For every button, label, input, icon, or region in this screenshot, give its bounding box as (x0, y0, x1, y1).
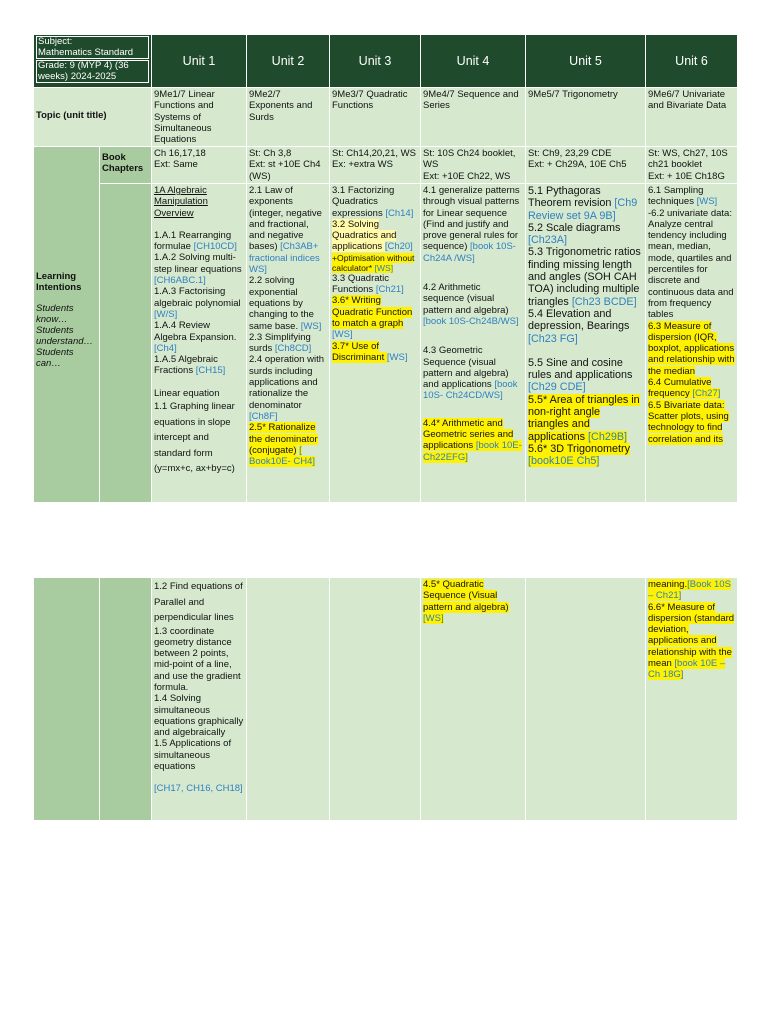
learning-unit-4 (421, 184, 525, 502)
u3-optimisation: +Optimisation without calculator* [WS] (332, 252, 415, 273)
u1b-parallel: 1.2 Find equations of Parallel and perpendicular lines (154, 581, 243, 623)
chapters-unit-5-standard: St: Ch9, 23,29 CDE (528, 148, 612, 159)
topic-unit-6: 9Me6/7 Univariate and Bivariate Data (646, 88, 737, 146)
chapters-unit-1-standard: Ch 16,17,18 (154, 148, 206, 159)
u5-3d-trig: 5.6* 3D Trigonometry [book10E Ch5] (528, 442, 631, 468)
u1-fractions: 1.A.5 Algebraic Fractions [CH15] (154, 354, 226, 377)
continuation-unit-6 (646, 578, 737, 820)
u2-surd-operations: 2.4 operation with surds including applications and rationalize the denominator [Ch8F] (249, 354, 324, 422)
book-chapters-label: Book Chapters (100, 147, 151, 183)
u1-factorising: 1.A.3 Factorising algebraic polynomial [W/S] (154, 286, 241, 320)
chapters-unit-4 (421, 147, 525, 183)
topic-unit-5: 9Me5/7 Trigonometry (526, 88, 645, 146)
unit-2-header: Unit 2 (247, 35, 329, 87)
continuation-unit-3 (330, 578, 420, 820)
u3-solving: 3.2 Solving Quadratics and applications [Ch20] (332, 218, 413, 253)
topic-unit-3: 9Me3/7 Quadratic Functions (330, 88, 420, 146)
chapters-unit-5 (526, 147, 645, 183)
u3-quadratic-functions: 3.3 Quadratic Functions [Ch21] (332, 272, 404, 296)
topic-row-label: Topic (unit title) (34, 88, 151, 146)
chapters-unit-4-standard: St: 10S Ch24 booklet, WS (423, 148, 516, 171)
subject-label: Subject: (38, 36, 73, 47)
chapters-unit-1-extended: Ext: Same (154, 159, 198, 171)
u1-expansion: 1.A.4 Review Algebra Expansion. [Ch4] (154, 320, 237, 354)
u1b-simultaneous: 1.4 Solving simultaneous equations graphically and algebraically (154, 693, 244, 739)
grade-label: Grade: 9 (MYP 4) (36 weeks) 2024-2025 (38, 60, 129, 82)
continuation-label-1 (34, 578, 99, 820)
u6-bivariate: 6.5 Bivariate data: Scatter plots, using technology to find correlation and its (648, 399, 729, 445)
u6b-std-dev: 6.6* Measure of dispersion (standard deviation, applications and relationship with the mean [book 10E – Ch 18G] (648, 601, 735, 681)
u1-rearranging: 1.A.1 Rearranging formulae [CH10CD] (154, 229, 237, 253)
chapters-unit-6-extended: Ext: + 10E Ch18G (648, 170, 725, 182)
u1-graphing: 1.1 Graphing linear equations in slope intercept and standard form (y=mx+c, ax+by=c) (154, 401, 235, 475)
topic-unit-2: 9Me2/7 Exponents and Surds (247, 88, 329, 146)
unit-3-header: Unit 3 (330, 35, 420, 87)
students-can-label: Students can… (36, 347, 74, 369)
u1b-chapters: [CH17, CH16, CH18] (154, 783, 243, 795)
chapters-unit-2-extended: Ext: st +10E Ch4 (WS) (249, 159, 321, 182)
topic-unit-4: 9Me4/7 Sequence and Series (421, 88, 525, 146)
u2-solving-exponential: 2.2 solving exponential equations by changing to the same base. [WS] (249, 275, 322, 332)
u5-sine-cosine: 5.5 Sine and cosine rules and applications [Ch29 CDE] (528, 356, 633, 394)
learning-unit-6 (646, 184, 737, 502)
u6-univariate: -6.2 univariate data: Analyze central tendency including mean, median, mode, quartiles and percentiles for discrete and continuous data and from frequency tables (648, 207, 734, 321)
continuation-unit-5 (526, 578, 645, 820)
unit-6-header: Unit 6 (646, 35, 737, 87)
learning-unit-3 (330, 184, 420, 502)
chapters-unit-4-extended: Ext: +10E Ch22, WS (423, 170, 511, 182)
learning-sub-label (100, 184, 151, 502)
chapters-unit-3-standard: St: Ch14,20,21, WS (332, 148, 416, 159)
chapters-unit-3 (330, 147, 420, 183)
u4-geometric: 4.3 Geometric Sequence (visual pattern and algebra) and applications [book 10S- Ch24CD/WS] (423, 345, 518, 402)
learning-unit-1 (152, 184, 246, 502)
u3-writing-function: 3.6* Writing Quadratic Function to match a graph [WS] (332, 295, 413, 341)
students-understand-label: Students understand… (36, 325, 94, 347)
students-know-label: Students know… (36, 303, 74, 325)
chapters-unit-3-extended: Ex: +extra WS (332, 159, 393, 171)
learning-unit-5 (526, 184, 645, 502)
u4-arithmetic: 4.2 Arithmetic sequence (visual pattern and algebra) [book 10S-Ch24B/WS] (423, 282, 519, 327)
grade-box (36, 60, 149, 83)
u6b-meaning: meaning.[Book 10S – Ch21] (648, 579, 731, 602)
u2-law-exponents: 2.1 Law of exponents (integer, negative and fractional, and negative bases) [Ch3AB+ fractional indices WS] (249, 185, 322, 276)
u2-simplifying-surds: 2.3 Simplifying surds [Ch8CD] (249, 331, 312, 355)
u3-factorizing: 3.1 Factorizing Quadratics expressions [Ch14] (332, 185, 414, 219)
chapters-unit-5-extended: Ext: + Ch29A, 10E Ch5 (528, 159, 627, 171)
u1b-applications: 1.5 Applications of simultaneous equations (154, 738, 232, 773)
u1-overview: 1A Algebraic Manipulation Overview (154, 185, 208, 219)
u5-elevation: 5.4 Elevation and depression, Bearings [Ch23 FG] (528, 307, 630, 345)
u3-discriminant: 3.7* Use of Discriminant [WS] (332, 340, 408, 363)
u5-pythagoras: 5.1 Pythagoras Theorem revision [Ch9 Review set 9A 9B] (528, 185, 638, 222)
chapters-unit-2-standard: St: Ch 3,8 (249, 148, 292, 159)
u6-dispersion: 6.3 Measure of dispersion (IQR, boxplot, applications and relationship with the median (648, 320, 735, 377)
continuation-label-2 (100, 578, 151, 820)
learning-unit-2 (247, 184, 329, 502)
continuation-unit-2 (247, 578, 329, 820)
u6-sampling: 6.1 Sampling techniques [WS] (648, 185, 718, 208)
chapters-unit-6 (646, 147, 737, 183)
learning-intentions-label (34, 147, 99, 502)
continuation-unit-1 (152, 578, 246, 820)
u5-scale: 5.2 Scale diagrams [Ch23A] (528, 221, 621, 247)
u4b-quadratic-sequence: 4.5* Quadratic Sequence (Visual pattern and algebra) [WS] (423, 579, 509, 624)
chapters-unit-1 (152, 147, 246, 183)
u4-generalize: 4.1 generalize patterns through visual patterns for Linear sequence (Find and justify and prove general rules for sequence) [book 10S-Ch24A /WS] (423, 185, 520, 264)
u1b-coordinate: 1.3 coordinate geometry distance between 2 points, mid-point of a line, and use the gradient formula. (154, 625, 241, 693)
u5-trig-ratios: 5.3 Trigonometric ratios finding missing length and angles (SOH CAH TOA) including multiple triangles [Ch23 BCDE] (528, 246, 641, 308)
chapters-unit-2 (247, 147, 329, 183)
u1-multistep: 1.A.2 Solving multi-step linear equations [CH6ABC.1] (154, 252, 242, 287)
u1-linear-equation: Linear equation (154, 387, 220, 399)
learning-intentions-title: Learning Intentions (36, 271, 82, 293)
u4-series: 4.4* Arithmetic and Geometric series and applications [book 10E- Ch22EFG] (423, 417, 522, 463)
topic-unit-1: 9Me1/7 Linear Functions and Systems of Simultaneous Equations (152, 88, 246, 146)
unit-5-header: Unit 5 (526, 35, 645, 87)
u2-rationalize: 2.5* Rationalize the denominator (conjugate) [ Book10E- CH4] (249, 422, 318, 468)
continuation-unit-4 (421, 578, 525, 820)
u6-cumulative: 6.4 Cumulative frequency [Ch27] (648, 377, 721, 400)
subject-cell (34, 35, 151, 87)
subject-box (36, 36, 149, 59)
unit-1-header: Unit 1 (152, 35, 246, 87)
subject-name: Mathematics Standard (38, 46, 134, 58)
chapters-unit-6-standard: St: WS, Ch27, 10S ch21 booklet (648, 148, 728, 171)
unit-4-header: Unit 4 (421, 35, 525, 87)
u5-area-triangles: 5.5* Area of triangles in non-right angle triangles and applications [Ch29B] (528, 393, 640, 443)
